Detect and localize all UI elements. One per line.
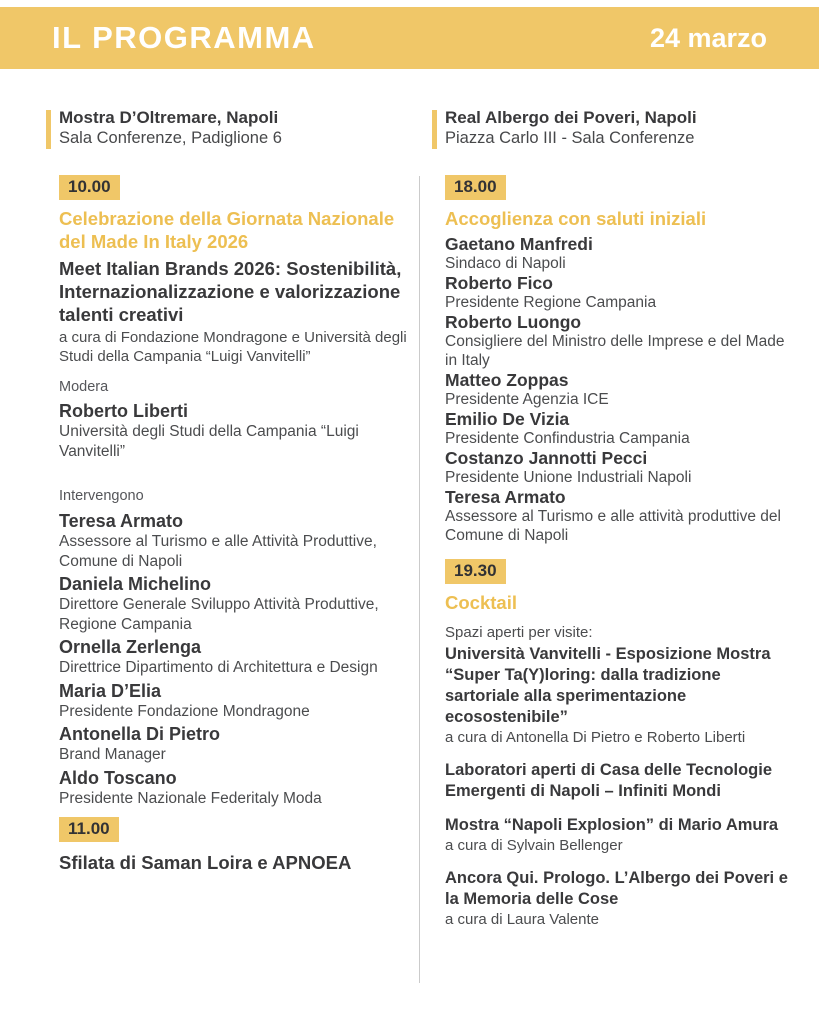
event-entry [445,868,795,929]
event-curator: a cura di Antonella Di Pietro e Roberto Liberti [445,729,746,746]
time-badge: 11.00 [59,817,119,842]
session-curator: a cura di Fondazione Mondragone e Università degli Studi della Campania “Luigi Vanvitelli” [59,329,407,365]
person-role: Direttrice Dipartimento di Architettura e Design [59,659,378,676]
time-badge: 10.00 [59,175,120,200]
person-name: Costanzo Jannotti Pecci [445,448,648,468]
session-gold-title: Cocktail [445,592,517,613]
session-gold-title: Celebrazione della Giornata Nazionale del Made In Italy 2026 [59,208,395,252]
speakers-label: Intervengono [59,488,144,504]
speaker-entry [445,409,795,448]
person-role: Consigliere del Ministro delle Imprese e del Made in Italy [445,333,785,369]
venue-detail: Sala Conferenze, Padiglione 6 [59,129,282,147]
event-entry [445,644,795,747]
person-role: Assessore al Turismo e alle Attività Produttive, Comune di Napoli [59,533,377,570]
person-role: Presidente Nazionale Federitaly Moda [59,789,322,807]
page-title: IL PROGRAMMA [52,20,316,55]
person-name: Matteo Zoppas [445,370,569,390]
header-date: 24 marzo [649,22,767,53]
speaker-entry [445,487,795,545]
venue-right [445,107,795,148]
person-role: Presidente Agenzia ICE [445,391,609,408]
person-name: Daniela Michelino [59,574,212,594]
session-title: Meet Italian Brands 2026: Sostenibilità, Internazionalizzazione e valorizzazione talenti creativi [59,258,402,325]
venue-name: Mostra D’Oltremare, Napoli [59,108,279,127]
event-curator: a cura di Sylvain Bellenger [445,837,623,854]
venue-left [59,107,411,148]
moderator-entry [59,401,411,461]
person-role: Presidente Regione Campania [445,294,657,311]
venue-accent-bar [46,110,51,149]
time-badge: 18.00 [445,175,506,200]
speaker-entry [59,681,411,722]
session-gold-title: Accoglienza con saluti iniziali [445,208,707,229]
cocktail-intro: Spazi aperti per visite: [445,624,593,641]
moderator-label: Modera [59,379,109,395]
column-divider [419,176,420,983]
speaker-entry [445,234,795,273]
speaker-entry [445,273,795,312]
person-role: Università degli Studi della Campania “Luigi Vanvitelli” [59,423,359,460]
right-column [445,107,795,929]
speaker-entry [445,312,795,370]
person-name: Aldo Toscano [59,767,177,788]
speaker-entry [445,448,795,487]
venue-accent-bar [432,110,437,149]
speaker-entry [59,724,411,765]
session-19-30 [445,559,795,929]
speaker-entry [59,574,411,634]
event-curator: a cura di Laura Valente [445,911,599,928]
person-role: Assessore al Turismo e alle attività produttive del Comune di Napoli [445,508,781,544]
person-role: Sindaco di Napoli [445,255,566,272]
person-name: Ornella Zerlenga [59,637,202,657]
venue-name: Real Albergo dei Poveri, Napoli [445,108,697,127]
person-name: Antonella Di Pietro [59,724,221,744]
person-name: Roberto Luongo [445,312,582,332]
event-title: Mostra “Napoli Explosion” di Mario Amura [445,816,779,834]
event-title: Laboratori aperti di Casa delle Tecnologie Emergenti di Napoli – Infiniti Mondi [445,761,773,800]
person-role: Presidente Confindustria Campania [445,430,690,447]
speaker-entry [59,768,411,809]
person-role: Presidente Unione Industriali Napoli [445,469,692,486]
session-10-00 [59,175,411,808]
session-18-00 [445,175,795,545]
event-title: Università Vanvitelli - Esposizione Mostra “Super Ta(Y)loring: dalla tradizione sartoriale alla sperimentazione ecosostenibile” [445,645,771,726]
session-11-00 [59,817,411,874]
session-title: Sfilata di Saman Loira e APNOEA [59,852,352,873]
person-name: Teresa Armato [445,487,566,507]
speaker-entry [59,637,411,678]
person-name: Teresa Armato [59,511,184,531]
event-title: Ancora Qui. Prologo. L’Albergo dei Poveri e la Memoria delle Cose [445,869,788,908]
speaker-entry [445,370,795,409]
event-entry [445,760,795,802]
person-role: Direttore Generale Sviluppo Attività Produttive, Regione Campania [59,596,379,633]
time-badge: 19.30 [445,559,506,584]
person-name: Gaetano Manfredi [445,234,593,254]
speaker-entry [59,511,411,571]
person-role: Brand Manager [59,746,166,763]
left-column [59,107,411,874]
person-name: Emilio De Vizia [445,409,570,429]
event-entry [445,815,795,855]
person-name: Roberto Liberti [59,401,188,421]
person-role: Presidente Fondazione Mondragone [59,702,310,720]
venue-detail: Piazza Carlo III - Sala Conferenze [445,129,695,147]
person-name: Roberto Fico [445,273,553,293]
person-name: Maria D’Elia [59,680,162,701]
header-bar [0,7,819,69]
